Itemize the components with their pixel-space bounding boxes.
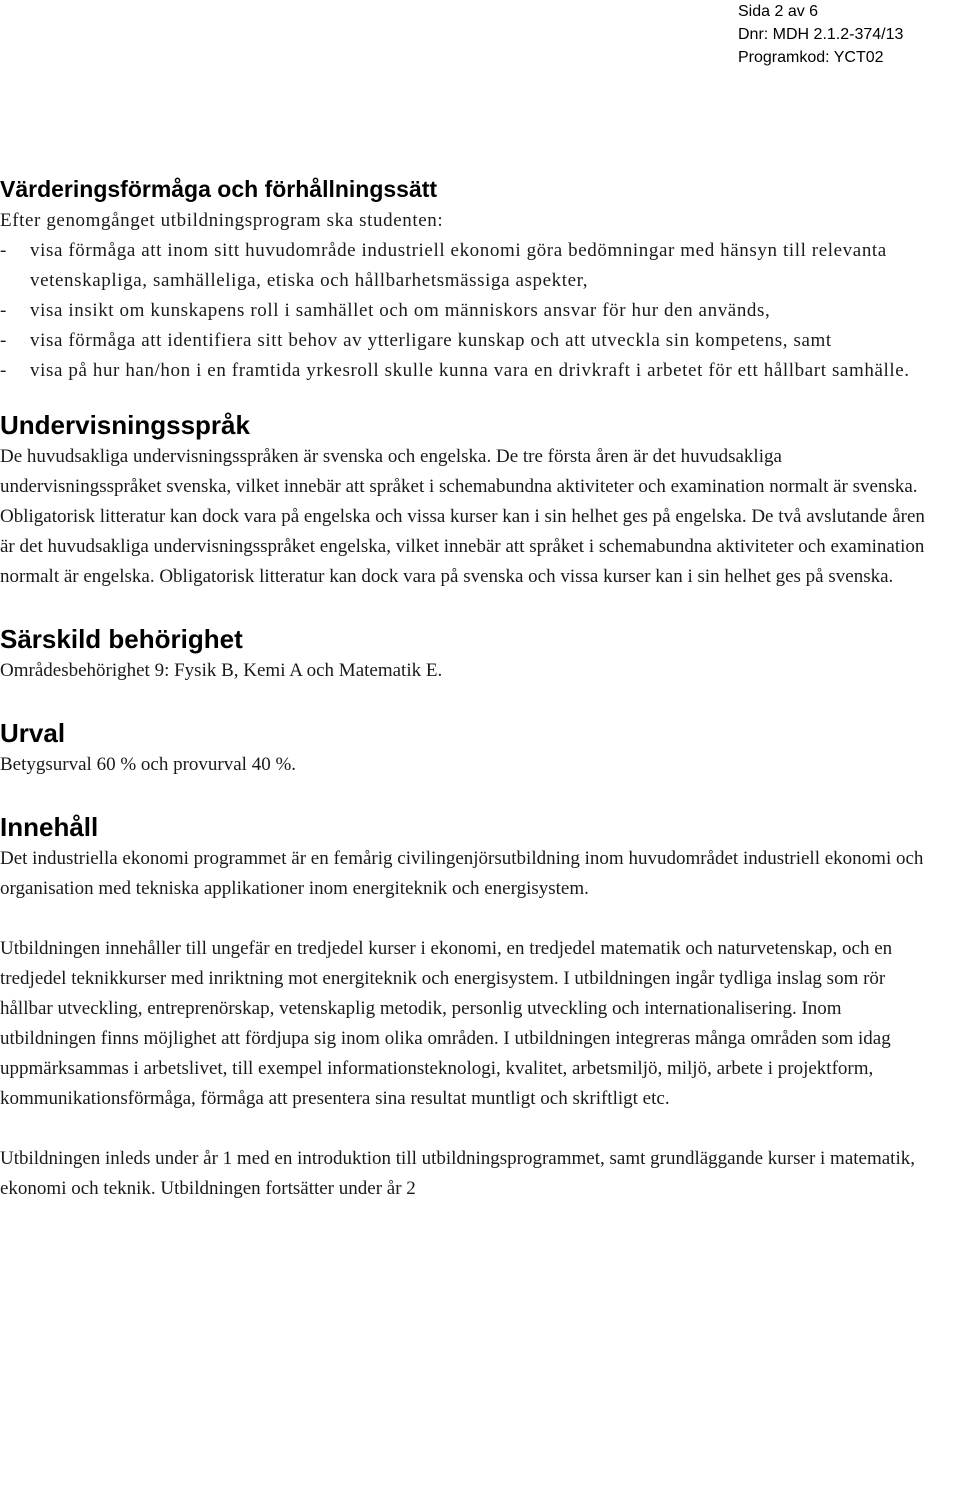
dash-marker: - (0, 240, 7, 261)
section-title-urval: Urval (0, 718, 66, 748)
section-title-innehall: Innehåll (0, 812, 99, 842)
program-code: Programkod: YCT02 (738, 49, 884, 66)
list-item-text: visa förmåga att identifiera sitt behov av ytterligare kunskap och att utveckla sin kompetens, samt (30, 330, 832, 351)
section-title-behorighet: Särskild behörighet (0, 624, 243, 654)
innehall-paragraph: Utbildningen inleds under år 1 med en introduktion till utbildningsprogrammet, samt grundläggande kurser i matematik, ekonomi och teknik. Utbildningen fortsätter under år 2 (0, 1148, 915, 1199)
page-number: Sida 2 av 6 (738, 3, 819, 20)
list-item (0, 356, 940, 386)
list-item-text: visa insikt om kunskapens roll i samhället och om människors ansvar för hur den används, (30, 300, 771, 321)
section-vardering (0, 172, 940, 386)
document-number: Dnr: MDH 2.1.2-374/13 (738, 26, 904, 43)
section-innehall (0, 810, 940, 1204)
list-item-text: visa förmåga att inom sitt huvudområde industriell ekonomi göra bedömningar med hänsyn till relevanta vetenskapliga, samhälleliga, etiska och hållbarhetsmässiga aspekter, (30, 240, 887, 291)
behorighet-text: Områdesbehörighet 9: Fysik B, Kemi A och Matematik E. (0, 660, 443, 681)
list-item-text: visa på hur han/hon i en framtida yrkesroll skulle kunna vara en drivkraft i arbetet för ett hållbart samhälle. (30, 360, 910, 381)
dash-marker: - (0, 360, 7, 381)
vardering-list (0, 236, 940, 386)
undervisning-text: De huvudsakliga undervisningsspråken är svenska och engelska. De tre första åren är det huvudsakliga undervisningsspråket svenska, vilket innebär att språket i schemabundna aktiviteter och examination normalt är svenska. Obligatorisk litteratur kan dock vara på engelska och vissa kurser kan i sin helhet ges på engelska. De två avslutande åren är det huvudsakliga undervisningsspråket engelska, vilket innebär att språket i schemabundna aktiviteter och examination normalt är engelska. Obligatorisk litteratur kan dock vara på svenska och vissa kurser kan i sin helhet ges på svenska. (0, 446, 925, 587)
dash-marker: - (0, 330, 7, 351)
section-urval (0, 716, 940, 780)
section-title-undervisning: Undervisningsspråk (0, 410, 250, 440)
list-item (0, 296, 940, 326)
list-item (0, 326, 940, 356)
section-undervisning (0, 408, 940, 592)
page-header (738, 0, 938, 69)
document-body (0, 172, 940, 1204)
innehall-paragraph: Utbildningen innehåller till ungefär en tredjedel kurser i ekonomi, en tredjedel matematik och naturvetenskap, och en tredjedel teknikkurser med inriktning mot energiteknik och energisystem. I utbildningen ingår tydliga inslag som rör hållbar utveckling, entreprenörskap, vetenskaplig metodik, personlig utveckling och internationalisering. Inom utbildningen finns möjlighet att fördjupa sig inom olika områden. I utbildningen integreras många områden som idag uppmärksammas i arbetslivet, till exempel informationsteknologi, kvalitet, arbetsmiljö, miljö, arbete i projektform, kommunikationsförmåga, förmåga att presentera sina resultat muntligt och skriftligt etc. (0, 938, 893, 1109)
section-behorighet (0, 622, 940, 686)
vardering-intro: Efter genomgånget utbildningsprogram ska studenten: (0, 210, 444, 231)
section-title-vardering: Värderingsförmåga och förhållningssätt (0, 176, 438, 202)
list-item (0, 236, 940, 296)
innehall-paragraph: Det industriella ekonomi programmet är en femårig civilingenjörsutbildning inom huvudområdet industriell ekonomi och organisation med tekniska applikationer inom energiteknik och energisystem. (0, 848, 924, 899)
urval-text: Betygsurval 60 % och provurval 40 %. (0, 754, 297, 775)
dash-marker: - (0, 300, 7, 321)
